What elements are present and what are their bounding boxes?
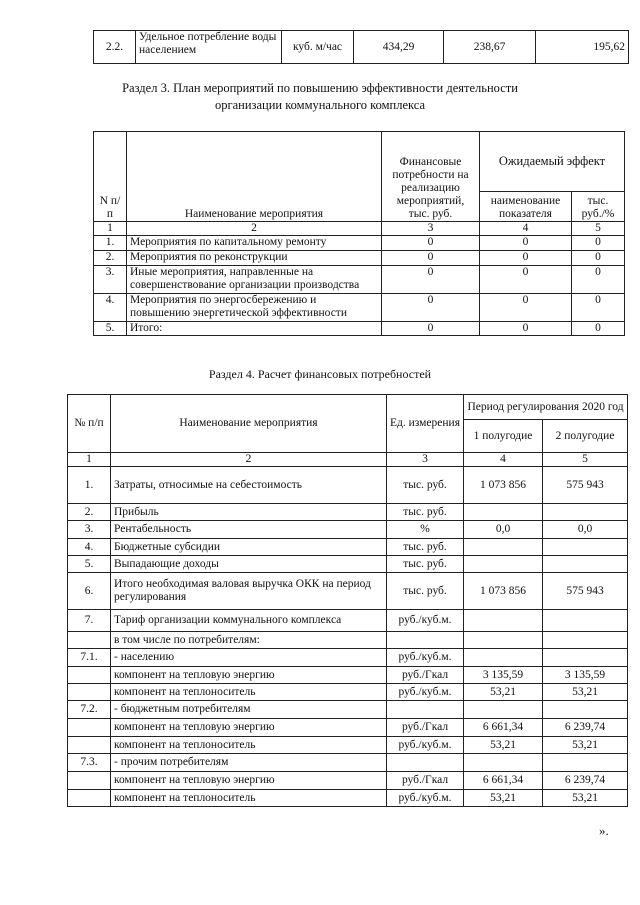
row-name: Итого необходимая валовая выручка ОКК на период регулирования <box>111 573 387 610</box>
col-number: 4 <box>464 453 543 467</box>
row-number <box>68 667 111 684</box>
row-unit: тыс. руб. <box>387 556 464 573</box>
row-half-1-value: 53,21 <box>464 790 543 807</box>
row-half-2-value <box>543 504 628 521</box>
row-name: компонент на тепловую энергию <box>111 772 387 790</box>
row-half-2-value <box>543 754 628 772</box>
row-name: Тариф организации коммунального комплекса <box>111 610 387 632</box>
row-unit-value: 0 <box>572 251 625 266</box>
table-row <box>94 266 625 294</box>
row-number: 7.1. <box>68 649 111 667</box>
row-unit: руб./куб.м. <box>387 790 464 807</box>
row-half-2-value: 575 943 <box>543 573 628 610</box>
row-half-1-value: 6 661,34 <box>464 772 543 790</box>
row-number: 5. <box>68 556 111 573</box>
row-name: компонент на теплоноситель <box>111 790 387 807</box>
row-value-3: 195,62 <box>536 31 629 64</box>
row-number <box>68 632 111 649</box>
header-half-2: 2 полугодие <box>543 420 628 453</box>
row-value-1: 434,29 <box>354 31 444 64</box>
table-row <box>68 632 628 649</box>
row-unit: руб./Гкал <box>387 667 464 684</box>
col-number: 3 <box>387 453 464 467</box>
table-row <box>94 236 625 251</box>
row-name: Мероприятия по капитальному ремонту <box>127 236 382 251</box>
row-name: компонент на теплоноситель <box>111 737 387 754</box>
row-half-2-value <box>543 701 628 719</box>
table-row <box>68 649 628 667</box>
col-number: 2 <box>111 453 387 467</box>
row-half-2-value: 6 239,74 <box>543 772 628 790</box>
header-finance: Финансовые потребности на реализацию мероприятий, тыс. руб. <box>382 132 480 222</box>
table-row <box>68 539 628 556</box>
header-unit: тыс. руб./% <box>572 192 625 222</box>
section-3-title <box>0 80 640 114</box>
table-row <box>68 790 628 807</box>
row-finance: 0 <box>382 251 480 266</box>
section-4-title: Раздел 4. Расчет финансовых потребностей <box>208 367 432 381</box>
row-name: - бюджетным потребителям <box>111 701 387 719</box>
closing-mark: ». <box>599 823 609 838</box>
row-number: 3. <box>94 266 127 294</box>
row-number: 6. <box>68 573 111 610</box>
row-number: 4. <box>68 539 111 556</box>
row-number <box>68 719 111 737</box>
row-unit <box>387 632 464 649</box>
col-number: 3 <box>382 222 480 236</box>
header-half-1: 1 полугодие <box>464 420 543 453</box>
row-name: компонент на теплоноситель <box>111 684 387 701</box>
row-number: 5. <box>94 322 127 336</box>
section-3-title-line-1: Раздел 3. План мероприятий по повышению эффективности деятельности <box>122 81 518 95</box>
table-row <box>94 251 625 266</box>
row-half-1-value: 3 135,59 <box>464 667 543 684</box>
row-half-1-value <box>464 610 543 632</box>
row-number: 7. <box>68 610 111 632</box>
row-number <box>68 737 111 754</box>
row-unit <box>387 701 464 719</box>
header-number: № п/п <box>68 395 111 453</box>
row-unit-value: 0 <box>572 266 625 294</box>
row-half-1-value <box>464 632 543 649</box>
row-unit: тыс. руб. <box>387 573 464 610</box>
table-row <box>68 521 628 539</box>
row-half-2-value <box>543 556 628 573</box>
table-row <box>68 684 628 701</box>
row-half-2-value <box>543 610 628 632</box>
row-number <box>68 790 111 807</box>
row-name: компонент на тепловую энергию <box>111 667 387 684</box>
row-half-1-value: 53,21 <box>464 737 543 754</box>
header-period: Период регулирования 2020 год <box>464 395 628 420</box>
row-indicator: 0 <box>480 294 572 322</box>
row-name: Иные мероприятия, направленные на совершенствование организации производства <box>127 266 382 294</box>
row-half-2-value: 0,0 <box>543 521 628 539</box>
header-indicator: наименование показателя <box>480 192 572 222</box>
row-unit: руб./куб.м. <box>387 610 464 632</box>
row-name: Рентабельность <box>111 521 387 539</box>
row-name: Затраты, относимые на себестоимость <box>111 467 387 504</box>
row-half-1-value <box>464 539 543 556</box>
row-half-1-value: 1 073 856 <box>464 467 543 504</box>
row-half-2-value <box>543 539 628 556</box>
row-unit: руб./куб.м. <box>387 737 464 754</box>
row-half-2-value <box>543 649 628 667</box>
row-number: 2.2. <box>94 31 136 64</box>
table-row <box>68 737 628 754</box>
row-number: 3. <box>68 521 111 539</box>
table-row <box>68 556 628 573</box>
table-row <box>68 504 628 521</box>
row-half-1-value: 1 073 856 <box>464 573 543 610</box>
table-row <box>68 573 628 610</box>
table-row <box>68 610 628 632</box>
row-number: 7.2. <box>68 701 111 719</box>
row-unit: % <box>387 521 464 539</box>
row-number: 4. <box>94 294 127 322</box>
row-half-1-value: 6 661,34 <box>464 719 543 737</box>
row-unit-value: 0 <box>572 322 625 336</box>
row-name: Бюджетные субсидии <box>111 539 387 556</box>
row-name: компонент на тепловую энергию <box>111 719 387 737</box>
table-row <box>94 294 625 322</box>
row-unit-value: 0 <box>572 294 625 322</box>
row-name: Выпадающие доходы <box>111 556 387 573</box>
row-unit: тыс. руб. <box>387 504 464 521</box>
row-number <box>68 684 111 701</box>
row-finance: 0 <box>382 236 480 251</box>
row-indicator: 0 <box>480 322 572 336</box>
row-name: - прочим потребителям <box>111 754 387 772</box>
header-name: Наименование мероприятия <box>127 132 382 222</box>
row-name: Прибыль <box>111 504 387 521</box>
row-number <box>68 772 111 790</box>
row-finance: 0 <box>382 266 480 294</box>
col-number: 4 <box>480 222 572 236</box>
header-unit: Ед. измерения <box>387 395 464 453</box>
row-name: Итого: <box>127 322 382 336</box>
header-effect: Ожидаемый эффект <box>480 132 625 192</box>
row-half-1-value <box>464 701 543 719</box>
row-half-1-value <box>464 754 543 772</box>
row-name: в том числе по потребителям: <box>111 632 387 649</box>
table-row <box>68 667 628 684</box>
col-number: 5 <box>543 453 628 467</box>
row-unit: тыс. руб. <box>387 467 464 504</box>
row-unit: куб. м/час <box>282 31 354 64</box>
table-row <box>68 701 628 719</box>
table-row <box>94 322 625 336</box>
row-name: Мероприятия по энергосбережению и повышению энергетической эффективности <box>127 294 382 322</box>
row-half-2-value: 53,21 <box>543 737 628 754</box>
row-unit: тыс. руб. <box>387 539 464 556</box>
row-half-1-value: 0,0 <box>464 521 543 539</box>
header-name: Наименование мероприятия <box>111 395 387 453</box>
row-half-2-value: 53,21 <box>543 684 628 701</box>
row-unit <box>387 754 464 772</box>
row-indicator: 0 <box>480 251 572 266</box>
section-3-table <box>93 131 625 336</box>
header-number: N п/п <box>94 132 127 222</box>
row-name: - населению <box>111 649 387 667</box>
row-unit: руб./куб.м. <box>387 684 464 701</box>
row-half-2-value: 3 135,59 <box>543 667 628 684</box>
row-unit-value: 0 <box>572 236 625 251</box>
table-row <box>68 719 628 737</box>
row-number: 7.3. <box>68 754 111 772</box>
row-half-2-value: 575 943 <box>543 467 628 504</box>
section-3-title-line-2: организации коммунального комплекса <box>214 98 426 112</box>
row-half-1-value <box>464 504 543 521</box>
section-4-table <box>67 394 628 807</box>
col-number: 1 <box>94 222 127 236</box>
row-unit: руб./Гкал <box>387 719 464 737</box>
col-number: 2 <box>127 222 382 236</box>
row-number: 2. <box>94 251 127 266</box>
row-half-1-value <box>464 556 543 573</box>
table-row <box>68 754 628 772</box>
table-row <box>68 467 628 504</box>
row-finance: 0 <box>382 322 480 336</box>
row-number: 2. <box>68 504 111 521</box>
row-name: Мероприятия по реконструкции <box>127 251 382 266</box>
row-name: Удельное потребление воды населением <box>136 31 282 64</box>
row-indicator: 0 <box>480 266 572 294</box>
row-number: 1. <box>68 467 111 504</box>
row-indicator: 0 <box>480 236 572 251</box>
col-number: 1 <box>68 453 111 467</box>
row-unit: руб./Гкал <box>387 772 464 790</box>
table-row <box>68 772 628 790</box>
col-number: 5 <box>572 222 625 236</box>
row-half-2-value: 53,21 <box>543 790 628 807</box>
row-half-2-value: 6 239,74 <box>543 719 628 737</box>
row-half-1-value <box>464 649 543 667</box>
row-unit: руб./куб.м. <box>387 649 464 667</box>
row-number: 1. <box>94 236 127 251</box>
row-value-2: 238,67 <box>444 31 536 64</box>
row-half-2-value <box>543 632 628 649</box>
top-fragment-table <box>93 30 629 64</box>
row-half-1-value: 53,21 <box>464 684 543 701</box>
row-finance: 0 <box>382 294 480 322</box>
